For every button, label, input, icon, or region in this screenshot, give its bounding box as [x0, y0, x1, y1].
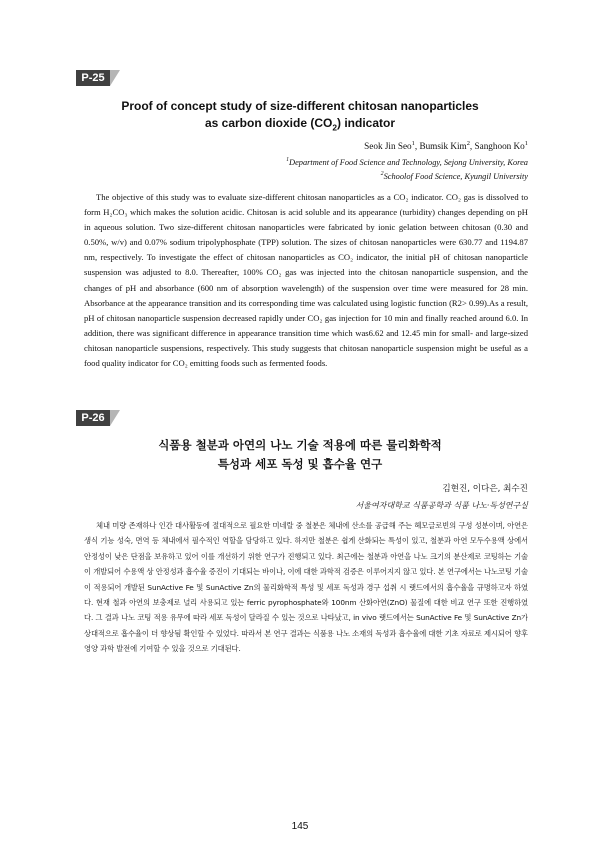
affiliation-sup: 1	[286, 157, 290, 164]
author-name: Seok Jin Seo	[364, 141, 412, 151]
affiliation-ko: 서울여자대학교 식품공학과 식품 나노·독성연구실	[355, 501, 528, 510]
author-sup: 1	[411, 139, 415, 147]
badge-label: P-25	[76, 70, 110, 86]
abstract-paragraph: The objective of this study was to evaluate size-different chitosan nanoparticles as a CO₂ indicator. CO₂ gas is dissolved to form H₂CO₃ which makes the solution acidic. Chitosan is acid soluble and its appearance (turbidity) changes depending on pH in aqueous solution. Two size-different chitosan nanoparticles were fabricated by ionic gelation between chitosan (0.30 and 0.50%, w/v) and 0.07% sodium tripolyphosphate (TPP) solution. The sizes of chitosan nanoparticles were 630.77 and 1194.87 nm, respectively. To investigate the effect of chitosan nanoparticles as CO₂ indicator, the initial pH of chitosan nanoparticle suspension was adjusted to 8.0. Thereafter, 100% CO₂ gas was injected into the chitosan nanoparticle suspension, and the changes of pH and absorbance (600 nm of absorption wavelength) of the suspension over time were measured for 28 min. Absorbance at the appearance transition and its corresponding time was calculated using logistic function (R2> 0.99).As a result, pH of chitosan nanoparticle suspension decreased rapidly under CO₂ gas injection for 10 min and finally reached around 6.0. In addition, there was significant difference in appearance transition time which was6.62 and 12.45 min for small- and large-sized chitosan nanoparticle suspensions, respectively. This study suggests that chitosan nanoparticle suspension might be useful as a food quality indicator for CO₂ emitting foods such as fermented foods.	[84, 192, 528, 369]
title-line-2-sub: 2	[332, 122, 337, 133]
title-line-1: 식품용 철분과 아연의 나노 기술 적용에 따른 물리화학적	[158, 438, 442, 452]
author-name: Bumsik Kim	[419, 141, 467, 151]
abstract-body-ko	[84, 518, 528, 657]
abstract-badge-p26	[76, 410, 120, 426]
affiliation-1	[286, 156, 528, 170]
badge-label: P-26	[76, 410, 110, 426]
affiliation-sup: 2	[380, 171, 384, 178]
affiliation-text: Schoolof Food Science, Kyungil University	[383, 172, 528, 181]
author-sup: 1	[524, 139, 528, 147]
title-line-1: Proof of concept study of size-different chitosan nanoparticles	[121, 99, 479, 113]
author-name: Sanghoon Ko	[474, 141, 525, 151]
abstract-paragraph: 체내 미량 존재하나 인간 대사활동에 절대적으로 필요한 미네랄 중 철분은 체내에 산소를 공급해 주는 헤모글로빈의 구성 성분이며, 아연은 생식 기능 성숙, 면역 등 체내에서 필수적인 역할을 담당하고 있다. 하지만 철분은 쉽게 산화되는 특성이 있고, 철분과 아연 모두수용액 상에서 안정성이 낮은 단점을 보유하고 있어 이를 개선하기 위한 연구가 진행되고 있다. 최근에는 철분과 아연을 나노 크기의 분산제로 코팅하는 기술이 개발되어 수용액 상 안정성과 흡수율 증진이 기대되는 바이나, 이에 대한 과학적 검증은 이루어지지 않고 있다. 본 연구에서는 나노코팅 기술이 적용되어 개발된 SunActive Fe 및 SunActive Zn의 물리화학적 특성 및 세포 독성과 경구 섭취 시 랫드에서의 흡수율을 규명하고자 하였다. 현재 철과 아연의 보충제로 널리 사용되고 있는 ferric pyrophosphate와 100nm 산화아연(ZnO) 물질에 대한 비교 연구 또한 진행하였다. 그 결과 나노 코팅 적용 유무에 따라 세포 독성이 달라질 수 있는 것으로 나타났고, in vivo 랫드에서는 SunActive Fe 및 SunActive Zn가 상대적으로 흡수율이 더 향상됨 확인할 수 있었다. 따라서 본 연구 결과는 식품용 나노 소재의 독성과 흡수율에 대한 기초 자료로 제시되어 향후 영양 과학 발전에 기여할 수 있을 것으로 기대된다.	[84, 521, 528, 654]
title-line-2-prefix: as carbon dioxide (CO	[204, 116, 333, 130]
affiliation-text: Department of Food Science and Technology, Sejong University, Korea	[289, 158, 528, 167]
affiliation-2	[286, 170, 528, 184]
author-list-en	[364, 141, 528, 151]
title-line-2	[60, 115, 540, 132]
badge-tail-decoration	[110, 70, 120, 86]
author-list-ko: 김현진, 이다은, 최수진	[442, 484, 528, 494]
title-line-2: 특성과 세포 독성 및 흡수율 연구	[217, 457, 383, 471]
author-separator: ,	[414, 141, 420, 151]
affiliation-list-en	[286, 156, 528, 184]
author-sup: 2	[466, 139, 470, 147]
author-separator: ,	[469, 141, 475, 151]
page-number: 145	[291, 821, 309, 832]
abstract-body-en	[84, 190, 528, 371]
paper-title-en	[60, 98, 540, 132]
title-line-2-suffix: ) indicator	[337, 116, 396, 130]
abstract-badge-p25	[76, 70, 120, 86]
badge-tail-decoration	[110, 410, 120, 426]
paper-title-ko	[60, 436, 540, 474]
